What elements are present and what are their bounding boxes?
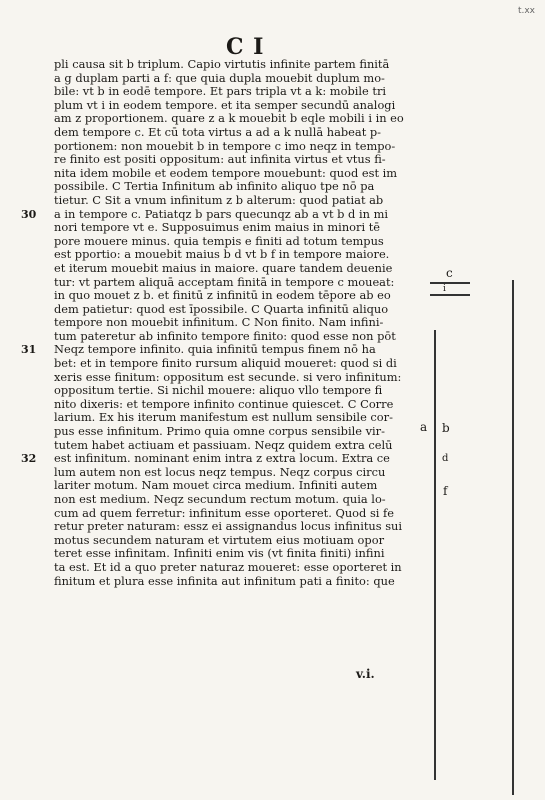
body-line: portionem: non mouebit b in tempore c imo neqz in tempo-: [54, 139, 396, 153]
body-line: pore mouere minus. quia tempis e finiti ad totum tempus: [54, 234, 384, 248]
body-line: a in tempore c. Patiatqz b pars quecunqz ab a vt b d in mi: [54, 207, 389, 221]
diagram-label-d: d: [442, 453, 449, 464]
diagram-line-i: [430, 294, 470, 296]
body-line: est pportio: a mouebit maius b d vt b f in tempore maiore.: [54, 248, 390, 262]
body-line: motus secundem naturam et virtutem eius motiuam opor: [54, 533, 385, 547]
body-line: finitum et plura esse infinita aut infinitum pati a finito: que: [54, 574, 395, 588]
body-line: nito dixeris: et tempore infinito continue quiescet. C Corre: [54, 397, 394, 411]
body-line: nori tempore vt e. Supposuimus enim maius in minori tē: [54, 221, 381, 235]
diagram-label-a: a: [420, 420, 428, 434]
body-line: pus esse infinitum. Primo quia omne corpus sensibile vir-: [54, 425, 385, 439]
diagram-label-i: i: [443, 284, 446, 294]
diagram-label-f: f: [443, 484, 448, 498]
body-line: a g duplam parti a f: que quia dupla mouebit duplum mo-: [54, 71, 385, 85]
body-line: non est medium. Neqz secundum rectum motum. quia lo-: [54, 493, 386, 506]
body-line: dem tempore c. Et cū tota virtus a ad a k nullā habeat p-: [54, 125, 382, 139]
body-line: est infinitum. nominant enim intra z extra locum. Extra ce: [54, 452, 390, 466]
signature-mark: v.i.: [356, 667, 375, 681]
page-heading: C I: [226, 34, 265, 60]
corner-note: t.xx: [517, 6, 535, 16]
body-line: xeris esse finitum: oppositum est secunde. si vero infinitum:: [54, 370, 402, 384]
body-line: possibile. C Tertia Infinitum ab infinito aliquo tpe nō pa: [54, 180, 375, 194]
diagram-line-b: [512, 280, 514, 795]
body-line: tum pateretur ab infinito tempore finito: quod esse non pōt: [54, 329, 396, 343]
body-line: dem patietur: quod est īpossibile. C Quarta infinitū aliquo: [54, 302, 389, 316]
body-line: re finito est positi oppositum: aut infinita virtus et vtus fi-: [54, 153, 386, 167]
body-line: lariter motum. Nam mouet circa medium. Infiniti autem: [54, 479, 378, 493]
margin-number-31: 31: [21, 343, 37, 356]
body-line: plum vt i in eodem tempore. et ita semper secundū analogi: [54, 98, 396, 112]
body-line: nita idem mobile et eodem tempore mouebunt: quod est im: [54, 166, 398, 180]
body-line: oppositum tertie. Si nichil mouere: aliquo vllo tempore fi: [54, 384, 383, 398]
body-line: tutem habet actiuam et passiuam. Neqz quidem extra celū: [54, 438, 393, 452]
body-line: bet: et in tempore finito rursum aliquid moueret: quod si di: [54, 357, 397, 371]
body-line: am z proportionem. quare z a k mouebit b eqle mobili i in eo: [54, 112, 404, 126]
body-line: ta est. Et id a quo preter naturaz moueret: esse oporteret in: [54, 560, 402, 574]
body-line: retur preter naturam: essz ei assignandus locus infinitus sui: [54, 520, 403, 534]
body-line: bile: vt b in eodē tempore. Et pars tripla vt a k: mobile tri: [54, 85, 387, 99]
diagram-line-c: [430, 282, 470, 284]
body-line: in quo mouet z b. et finitū z infinitū in eodem tēpore ab eo: [54, 289, 391, 303]
body-line: et iterum mouebit maius in maiore. quare tandem deuenie: [54, 261, 393, 275]
diagram-label-c: c: [446, 266, 453, 280]
body-line: teret esse infinitam. Infiniti enim vis (vt finita finiti) infini: [54, 547, 385, 561]
body-line: cum ad quem ferretur: infinitum esse oporteret. Quod si fe: [54, 506, 395, 520]
body-line: Neqz tempore infinito. quia infinitū tempus finem nō ha: [54, 343, 376, 357]
body-line: tietur. C Sit a vnum infinitum z b alterum: quod patiat ab: [54, 193, 384, 207]
body-line: larium. Ex his iterum manifestum est nullum sensibile cor-: [54, 411, 393, 425]
diagram-label-b: b: [442, 421, 450, 435]
diagram-line-a: [434, 330, 436, 780]
body-line: lum autem non est locus neqz tempus. Neqz corpus circu: [54, 465, 386, 479]
body-line: tempore non mouebit infinitum. C Non finito. Nam infini-: [54, 316, 384, 330]
body-line: tur: vt partem aliquā acceptam finitā in tempore c moueat:: [54, 275, 395, 289]
body-line: pli causa sit b triplum. Capio virtutis infinite partem finitā: [54, 58, 390, 71]
margin-number-30: 30: [21, 208, 37, 221]
body-text: [54, 58, 418, 588]
margin-number-32: 32: [21, 452, 37, 465]
